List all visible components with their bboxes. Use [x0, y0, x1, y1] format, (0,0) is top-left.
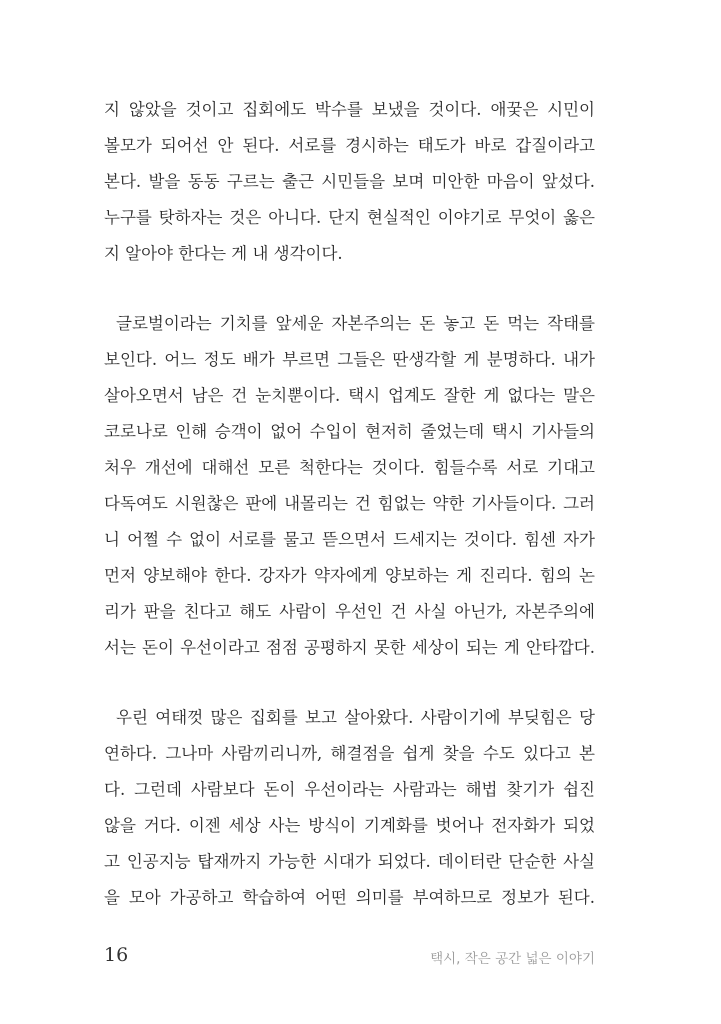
text-line: 살아오면서 남은 건 눈치뿐이다. 택시 업계도 잘한 게 없다는 말은	[104, 386, 595, 405]
paragraph-gap	[104, 666, 595, 700]
text-line: 처우 개선에 대해선 모른 척한다는 것이다. 힘들수록 서로 기대고	[104, 458, 595, 477]
text-line: 다. 그런데 사람보다 돈이 우선이라는 사람과는 해법 찾기가 쉽진	[104, 780, 595, 799]
text-line: 우린 여태껏 많은 집회를 보고 살아왔다. 사람이기에 부딪힘은 당	[116, 708, 595, 727]
body-text	[104, 92, 595, 916]
text-line: 않을 거다. 이젠 세상 사는 방식이 기계화를 벗어나 전자화가 되었	[104, 816, 595, 835]
page-number: 16	[104, 944, 129, 966]
text-line: 서는 돈이 우선이라고 점점 공평하지 못한 세상이 되는 게 안타깝다.	[104, 638, 595, 657]
text-line: 고 인공지능 탑재까지 가능한 시대가 되었다. 데이터란 단순한 사실	[104, 852, 595, 871]
text-line: 보인다. 어느 정도 배가 부르면 그들은 딴생각할 게 분명하다. 내가	[104, 350, 595, 369]
text-line: 을 모아 가공하고 학습하여 어떤 의미를 부여하므로 정보가 된다.	[104, 888, 595, 907]
paragraph-1	[104, 92, 595, 272]
text-line: 리가 판을 친다고 해도 사람이 우선인 건 사실 아닌가, 자본주의에	[104, 602, 595, 621]
text-line: 지 않았을 것이고 집회에도 박수를 보냈을 것이다. 애꿎은 시민이	[104, 100, 595, 119]
text-line: 지 알아야 한다는 게 내 생각이다.	[104, 244, 343, 263]
paragraph-3	[104, 700, 595, 916]
paragraph-gap	[104, 272, 595, 306]
running-title: 택시, 작은 공간 넓은 이야기	[430, 951, 595, 967]
text-line: 볼모가 되어선 안 된다. 서로를 경시하는 태도가 바로 갑질이라고	[104, 136, 595, 155]
text-line: 글로벌이라는 기치를 앞세운 자본주의는 돈 놓고 돈 먹는 작태를	[116, 314, 595, 333]
text-line: 누구를 탓하자는 것은 아니다. 단지 현실적인 이야기로 무엇이 옳은	[104, 208, 595, 227]
text-line: 연하다. 그나마 사람끼리니까, 해결점을 쉽게 찾을 수도 있다고 본	[104, 744, 595, 763]
text-line: 니 어쩔 수 없이 서로를 물고 뜯으면서 드세지는 것이다. 힘센 자가	[104, 530, 595, 549]
text-line: 다독여도 시원찮은 판에 내몰리는 건 힘없는 약한 기사들이다. 그러	[104, 494, 595, 513]
text-line: 본다. 발을 동동 구르는 출근 시민들을 보며 미안한 마음이 앞섰다.	[104, 172, 595, 191]
text-line: 먼저 양보해야 한다. 강자가 약자에게 양보하는 게 진리다. 힘의 논	[104, 566, 595, 585]
paragraph-2	[104, 306, 595, 666]
text-line: 코로나로 인해 승객이 없어 수입이 현저히 줄었는데 택시 기사들의	[104, 422, 595, 441]
